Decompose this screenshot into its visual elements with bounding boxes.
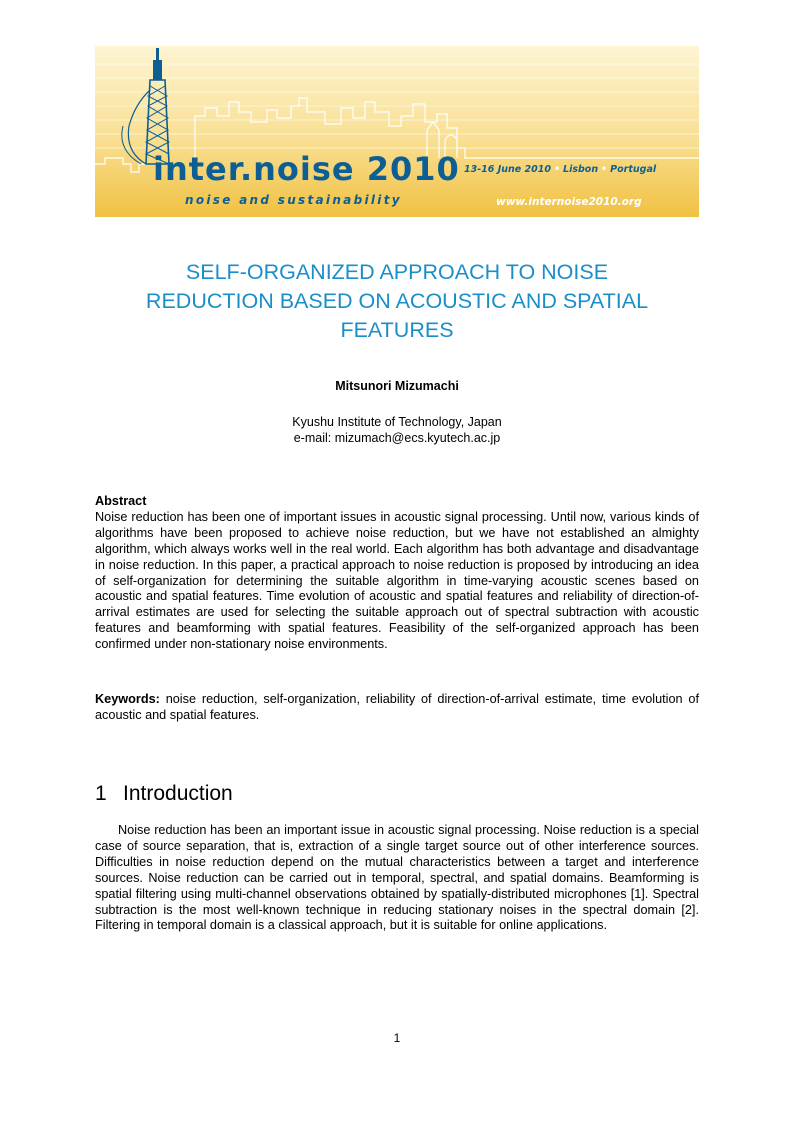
author-name: Mitsunori Mizumachi — [335, 379, 459, 393]
conference-banner — [95, 46, 699, 217]
conference-dates — [464, 164, 656, 175]
paper-title-line: SELF-ORGANIZED APPROACH TO NOISE — [185, 260, 609, 284]
conference-city: Lisbon — [563, 164, 599, 175]
conference-url[interactable]: www.internoise2010.org — [496, 196, 642, 208]
separator-dot-icon: • — [553, 164, 561, 175]
conference-logo-text: inter.noise 2010 — [153, 150, 460, 188]
banner-background — [95, 46, 699, 217]
author-affiliation-block — [95, 414, 699, 446]
page-number: 1 — [393, 1031, 401, 1045]
keywords-paragraph — [95, 692, 699, 724]
author-email: e-mail: mizumach@ecs.kyutech.ac.jp — [293, 431, 501, 445]
paper-title — [95, 258, 699, 345]
section-title: Introduction — [123, 782, 233, 805]
separator-dot-icon: • — [601, 164, 608, 175]
section-number: 1 — [95, 782, 107, 805]
abstract-heading: Abstract — [95, 494, 147, 508]
section-heading — [95, 782, 233, 806]
conference-tagline: noise and sustainability — [185, 193, 402, 207]
abstract-section — [95, 494, 699, 653]
conference-date-range: 13-16 June 2010 — [464, 164, 551, 175]
keywords-text: noise reduction, self-organization, reliability of direction-of-arrival estimate, time evolution of acoustic and spatial features. — [95, 692, 699, 722]
conference-country: Portugal — [610, 164, 657, 175]
paper-title-line: REDUCTION BASED ON ACOUSTIC AND SPATIAL — [145, 289, 649, 313]
abstract-body: Noise reduction has been one of important issues in acoustic signal processing. Until now, various kinds of algorithms have been proposed to achieve noise reduction, but we have not established an almighty algorithm, which always works well in the real world. Each algorithm has both advantage and disadvantage in noise reduction. In this paper, a practical approach to noise reduction is proposed by introducing an idea of self-organization for determining the suitable algorithm in time-varying acoustic scenes based on acoustic and spatial features. Time evolution of acoustic and spatial features and reliability of direction-of-arrival estimates are used for selecting the suitable approach out of spectral subtraction with acoustic features and beamforming with spatial features. Feasibility of the self-organized approach has been confirmed under non-stationary noise environments. — [95, 509, 699, 652]
introduction-paragraph: Noise reduction has been an important issue in acoustic signal processing. Noise reduction is a special case of source separation, that is, extraction of a single target source out of other interference sources. Difficulties in noise reduction depend on the mutual characteristics between a target and interference sources. Noise reduction can be carried out in temporal, spectral, and spatial domains. Beamforming is spatial filtering using multi-channel observations obtained by spatially-distributed microphones [1]. Spectral subtraction is the most well-known technique in reducing stationary noises in the spectral domain [2]. Filtering in temporal domain is a classical approach, but it is suitable for online applications. — [95, 823, 699, 933]
paper-title-line: FEATURES — [340, 318, 454, 342]
keywords-label: Keywords: — [95, 692, 160, 706]
author-affiliation: Kyushu Institute of Technology, Japan — [292, 415, 502, 429]
